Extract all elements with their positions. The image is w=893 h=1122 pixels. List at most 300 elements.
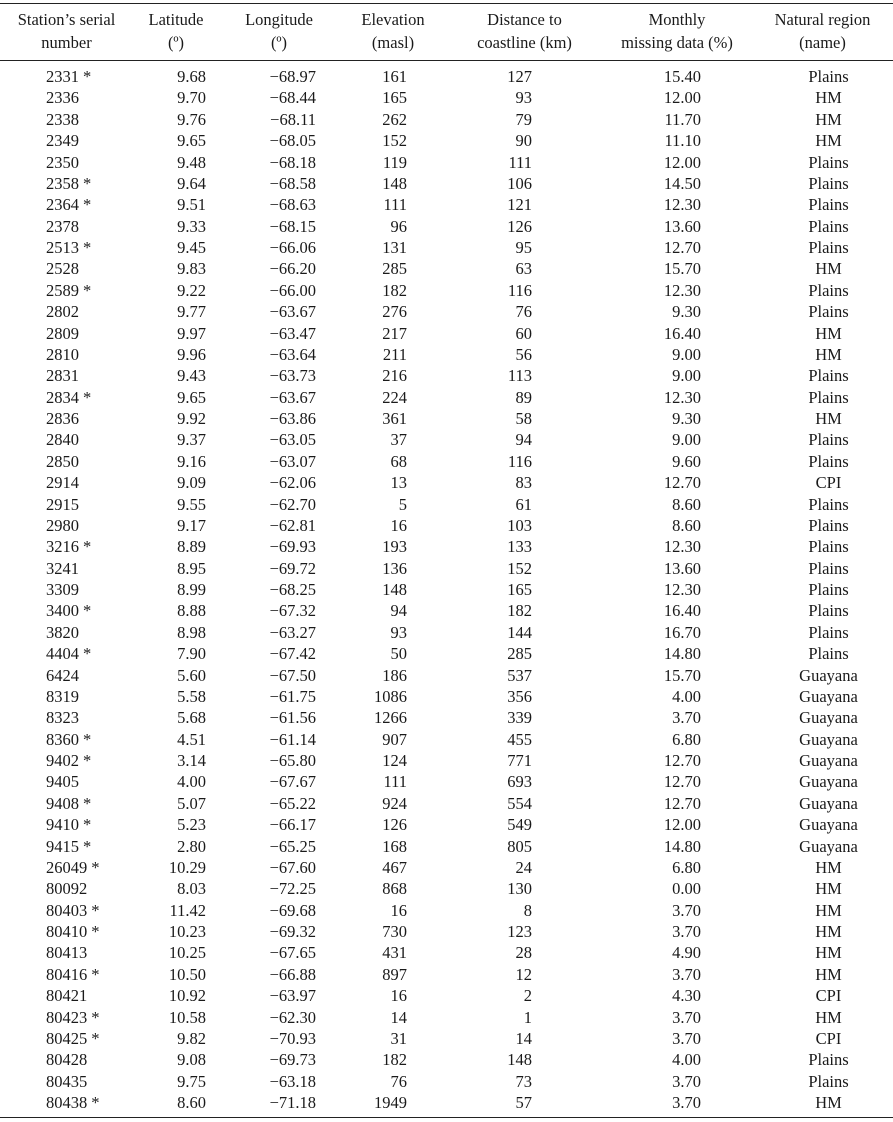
cell-elevation-value: 431: [382, 943, 407, 963]
table-row: [0, 323, 893, 344]
cell-distance-value: 63: [515, 259, 532, 279]
cell-missing: [602, 622, 752, 643]
cell-distance: [447, 964, 602, 985]
table-row: [0, 87, 893, 108]
cell-station-value: 6424: [46, 665, 79, 685]
cell-station-marker: *: [83, 836, 92, 856]
cell-elevation-value: 868: [382, 879, 407, 899]
cell-missing-value: 3.70: [672, 708, 701, 728]
cell-longitude: [219, 643, 339, 664]
cell-region-value: HM: [815, 131, 842, 151]
cell-latitude: [133, 1028, 219, 1049]
cell-station-value: 2840: [46, 430, 79, 450]
cell-distance: [447, 579, 602, 600]
table-row: [0, 1007, 893, 1028]
cell-distance: [447, 878, 602, 899]
table-row: [0, 942, 893, 963]
cell-missing-value: 11.70: [664, 109, 701, 129]
cell-longitude-value: −71.18: [269, 1093, 316, 1112]
table-top-rule: [0, 3, 893, 4]
cell-distance-value: 113: [507, 366, 532, 386]
cell-region: [752, 472, 893, 493]
cell-region-value: HM: [815, 943, 842, 963]
cell-missing: [602, 964, 752, 985]
cell-elevation-value: 182: [382, 1050, 407, 1070]
cell-longitude-value: −62.81: [269, 515, 316, 535]
cell-latitude-value: 10.25: [168, 943, 206, 963]
cell-elevation: [339, 964, 447, 985]
cell-missing-value: 3.70: [672, 1007, 701, 1027]
cell-station-value: 9408: [46, 793, 79, 813]
cell-distance: [447, 301, 602, 322]
cell-distance-value: 144: [507, 622, 532, 642]
cell-distance: [447, 109, 602, 130]
cell-elevation-value: 16: [390, 900, 407, 920]
cell-missing: [602, 1071, 752, 1092]
cell-station-value: 80425: [46, 1028, 88, 1048]
cell-distance: [447, 472, 602, 493]
cell-missing-value: 12.00: [663, 88, 701, 108]
cell-elevation-value: 730: [382, 922, 407, 941]
cell-longitude: [219, 237, 339, 258]
cell-station: [0, 622, 133, 643]
cell-distance-value: 1: [523, 1007, 532, 1027]
cell-elevation-value: 31: [390, 1028, 407, 1048]
cell-region-value: Guayana: [799, 665, 858, 685]
cell-missing-value: 16.40: [663, 323, 701, 343]
table-body: [0, 62, 893, 1113]
cell-station-value: 2338: [46, 109, 79, 129]
cell-missing-value: 4.00: [672, 1050, 701, 1070]
cell-missing-value: 15.70: [663, 259, 701, 279]
cell-distance-value: 130: [507, 879, 532, 899]
header-distance: [447, 6, 602, 62]
cell-missing-value: 11.10: [664, 131, 701, 151]
cell-station: [0, 408, 133, 429]
cell-longitude-value: −68.25: [269, 580, 316, 599]
cell-longitude-value: −69.93: [269, 537, 316, 557]
cell-missing: [602, 515, 752, 536]
cell-elevation: [339, 344, 447, 365]
cell-station-marker: *: [83, 601, 92, 621]
table-header-row: [0, 6, 893, 62]
table-row: [0, 365, 893, 386]
cell-station-value: 8323: [46, 708, 79, 728]
cell-station-marker: *: [83, 751, 92, 770]
cell-station: [0, 1049, 133, 1070]
cell-latitude-value: 9.33: [177, 216, 206, 236]
cell-elevation-value: 161: [382, 67, 407, 86]
cell-missing-value: 3.70: [672, 964, 701, 984]
cell-longitude: [219, 344, 339, 365]
table-row: [0, 451, 893, 472]
cell-distance-value: 79: [515, 109, 532, 129]
cell-region: [752, 793, 893, 814]
cell-station: [0, 771, 133, 792]
cell-longitude: [219, 323, 339, 344]
table-row: [0, 836, 893, 857]
cell-longitude: [219, 494, 339, 515]
cell-elevation-value: 68: [390, 451, 407, 471]
cell-station-value: 2589: [46, 280, 79, 300]
header-region-line1: Natural region: [774, 10, 871, 29]
cell-region: [752, 451, 893, 472]
cell-region: [752, 494, 893, 515]
cell-longitude: [219, 280, 339, 301]
cell-latitude: [133, 921, 219, 942]
cell-longitude: [219, 900, 339, 921]
cell-station: [0, 1071, 133, 1092]
cell-region: [752, 857, 893, 878]
cell-station-value: 3820: [46, 622, 79, 642]
cell-station: [0, 494, 133, 515]
cell-longitude: [219, 836, 339, 857]
table-row: [0, 1049, 893, 1070]
cell-distance: [447, 152, 602, 173]
cell-longitude-value: −61.14: [269, 729, 316, 749]
cell-region: [752, 985, 893, 1006]
cell-latitude: [133, 600, 219, 621]
cell-longitude: [219, 451, 339, 472]
cell-missing-value: 14.50: [663, 173, 701, 193]
cell-station-value: 2331: [46, 67, 79, 86]
cell-elevation-value: 467: [382, 857, 407, 877]
cell-longitude: [219, 793, 339, 814]
cell-longitude: [219, 515, 339, 536]
cell-station: [0, 793, 133, 814]
cell-latitude: [133, 857, 219, 878]
cell-elevation: [339, 408, 447, 429]
cell-latitude: [133, 1092, 219, 1113]
cell-distance-value: 61: [515, 494, 532, 514]
cell-elevation-value: 93: [390, 622, 407, 642]
table-row: [0, 1028, 893, 1049]
cell-distance-value: 93: [515, 88, 532, 108]
cell-latitude-value: 10.23: [168, 922, 206, 941]
cell-longitude-value: −63.18: [269, 1071, 316, 1091]
cell-elevation: [339, 900, 447, 921]
header-latitude-line2: (º): [167, 33, 185, 52]
cell-station: [0, 985, 133, 1006]
cell-missing-value: 15.40: [663, 67, 701, 86]
cell-region: [752, 964, 893, 985]
cell-latitude: [133, 836, 219, 857]
cell-region: [752, 130, 893, 151]
cell-region-value: Guayana: [799, 793, 858, 813]
table-row: [0, 152, 893, 173]
cell-station-marker: *: [83, 173, 92, 193]
cell-elevation: [339, 985, 447, 1006]
cell-latitude-value: 8.99: [177, 580, 206, 599]
cell-distance: [447, 771, 602, 792]
cell-missing: [602, 237, 752, 258]
cell-station: [0, 707, 133, 728]
cell-latitude-value: 4.00: [177, 772, 206, 792]
cell-longitude: [219, 857, 339, 878]
cell-missing-value: 4.30: [672, 986, 701, 1006]
cell-elevation: [339, 237, 447, 258]
cell-station: [0, 429, 133, 450]
cell-elevation-value: 131: [382, 238, 407, 257]
header-distance-line1: Distance to: [487, 10, 562, 29]
table-row: [0, 793, 893, 814]
cell-elevation-value: 148: [382, 173, 407, 193]
table-bottom-rule: [0, 1117, 893, 1118]
cell-region: [752, 408, 893, 429]
table-row: [0, 280, 893, 301]
table-row: [0, 536, 893, 557]
cell-latitude-value: 9.48: [177, 152, 206, 172]
cell-region: [752, 878, 893, 899]
cell-missing: [602, 387, 752, 408]
cell-distance: [447, 365, 602, 386]
cell-elevation-value: 224: [382, 387, 407, 407]
cell-station: [0, 900, 133, 921]
cell-elevation-value: 94: [390, 601, 407, 621]
cell-station-marker: *: [91, 857, 100, 877]
cell-station-value: 3400: [46, 601, 79, 621]
cell-station-value: 2528: [46, 259, 79, 279]
cell-distance: [447, 985, 602, 1006]
cell-region-value: Plains: [808, 1071, 849, 1091]
cell-elevation-value: 111: [383, 772, 407, 792]
cell-region: [752, 1028, 893, 1049]
cell-distance: [447, 173, 602, 194]
cell-station-value: 2809: [46, 323, 79, 343]
cell-longitude-value: −70.93: [269, 1028, 316, 1048]
cell-longitude: [219, 964, 339, 985]
cell-longitude: [219, 66, 339, 87]
cell-longitude: [219, 665, 339, 686]
table-row: [0, 579, 893, 600]
cell-missing-value: 3.70: [672, 1071, 701, 1091]
cell-missing-value: 12.00: [663, 815, 701, 835]
cell-station-value: 2980: [46, 515, 79, 535]
cell-station-value: 80438: [46, 1093, 88, 1112]
cell-elevation: [339, 1007, 447, 1028]
cell-longitude: [219, 600, 339, 621]
cell-region-value: HM: [815, 344, 842, 364]
cell-station: [0, 686, 133, 707]
cell-elevation-value: 152: [382, 131, 407, 151]
cell-elevation-value: 168: [382, 836, 407, 856]
cell-station: [0, 258, 133, 279]
cell-station-marker: *: [83, 280, 92, 300]
cell-latitude: [133, 451, 219, 472]
cell-latitude: [133, 793, 219, 814]
cell-elevation: [339, 152, 447, 173]
cell-region-value: HM: [815, 922, 842, 941]
cell-missing: [602, 408, 752, 429]
cell-latitude: [133, 280, 219, 301]
cell-distance-value: 14: [515, 1028, 532, 1048]
cell-longitude: [219, 750, 339, 771]
cell-longitude-value: −63.86: [269, 409, 316, 428]
cell-missing-value: 9.30: [672, 302, 701, 322]
cell-station-value: 9410: [46, 815, 79, 835]
cell-longitude-value: −72.25: [269, 879, 316, 899]
cell-distance: [447, 429, 602, 450]
cell-longitude-value: −63.67: [269, 302, 316, 322]
cell-latitude-value: 9.92: [177, 409, 206, 428]
cell-region-value: CPI: [815, 986, 842, 1006]
cell-distance-value: 339: [507, 708, 532, 728]
cell-latitude: [133, 344, 219, 365]
cell-missing-value: 0.00: [672, 879, 701, 899]
cell-region-value: Plains: [808, 216, 849, 236]
cell-station-marker: *: [83, 67, 92, 86]
cell-region-value: HM: [815, 409, 842, 428]
table-row: [0, 622, 893, 643]
cell-latitude: [133, 900, 219, 921]
cell-missing: [602, 301, 752, 322]
cell-latitude: [133, 536, 219, 557]
cell-latitude-value: 9.70: [177, 88, 206, 108]
cell-longitude-value: −62.30: [269, 1007, 316, 1027]
cell-longitude: [219, 707, 339, 728]
cell-region: [752, 622, 893, 643]
cell-distance: [447, 344, 602, 365]
cell-missing-value: 12.30: [663, 387, 701, 407]
cell-longitude-value: −63.47: [269, 323, 316, 343]
cell-region-value: HM: [815, 900, 842, 920]
cell-elevation: [339, 558, 447, 579]
cell-longitude: [219, 921, 339, 942]
cell-longitude: [219, 985, 339, 1006]
cell-missing: [602, 66, 752, 87]
header-region: [752, 6, 893, 62]
cell-longitude: [219, 173, 339, 194]
table-row: [0, 1071, 893, 1092]
cell-station-value: 2831: [46, 366, 79, 386]
cell-latitude: [133, 323, 219, 344]
table-row: [0, 771, 893, 792]
cell-latitude: [133, 130, 219, 151]
cell-station-marker: *: [83, 238, 92, 257]
cell-longitude: [219, 579, 339, 600]
cell-latitude-value: 9.45: [177, 238, 206, 257]
cell-station-value: 2850: [46, 451, 79, 471]
cell-latitude-value: 9.77: [177, 302, 206, 322]
cell-latitude: [133, 814, 219, 835]
cell-elevation: [339, 258, 447, 279]
cell-latitude-value: 9.51: [177, 195, 206, 215]
cell-distance-value: 12: [515, 964, 532, 984]
cell-distance-value: 73: [515, 1071, 532, 1091]
cell-region-value: Plains: [808, 515, 849, 535]
cell-region-value: Plains: [808, 67, 849, 86]
cell-station-value: 2915: [46, 494, 79, 514]
cell-station-value: 2350: [46, 152, 79, 172]
cell-latitude-value: 9.17: [177, 515, 206, 535]
cell-station-marker: *: [83, 793, 92, 813]
cell-distance: [447, 729, 602, 750]
cell-station: [0, 536, 133, 557]
cell-elevation-value: 186: [382, 665, 407, 685]
cell-missing-value: 12.70: [663, 751, 701, 770]
cell-elevation: [339, 643, 447, 664]
cell-station: [0, 323, 133, 344]
cell-station: [0, 665, 133, 686]
cell-missing-value: 4.90: [672, 943, 701, 963]
table-row: [0, 600, 893, 621]
cell-region: [752, 1092, 893, 1113]
cell-latitude: [133, 558, 219, 579]
cell-elevation: [339, 1071, 447, 1092]
cell-elevation-value: 907: [382, 729, 407, 749]
cell-latitude-value: 11.42: [169, 900, 206, 920]
cell-latitude-value: 9.65: [177, 387, 206, 407]
cell-latitude-value: 9.08: [177, 1050, 206, 1070]
cell-latitude: [133, 87, 219, 108]
cell-latitude-value: 3.14: [177, 751, 206, 770]
cell-missing-value: 12.30: [663, 195, 701, 215]
cell-missing-value: 6.80: [672, 857, 701, 877]
cell-elevation-value: 285: [382, 259, 407, 279]
cell-station-value: 4404: [46, 644, 79, 664]
cell-station-value: 2513: [46, 238, 79, 257]
cell-region: [752, 323, 893, 344]
table-row: [0, 109, 893, 130]
cell-distance: [447, 1049, 602, 1070]
cell-latitude: [133, 472, 219, 493]
cell-region: [752, 280, 893, 301]
cell-missing: [602, 942, 752, 963]
cell-station: [0, 301, 133, 322]
cell-station: [0, 600, 133, 621]
cell-latitude-value: 5.60: [177, 665, 206, 685]
cell-missing: [602, 216, 752, 237]
cell-elevation: [339, 857, 447, 878]
cell-distance: [447, 87, 602, 108]
cell-distance-value: 116: [507, 451, 532, 471]
cell-station: [0, 451, 133, 472]
cell-station-value: 8360: [46, 729, 79, 749]
cell-station: [0, 1028, 133, 1049]
cell-elevation-value: 5: [398, 494, 407, 514]
cell-distance-value: 356: [507, 686, 532, 706]
cell-latitude-value: 7.90: [177, 644, 206, 664]
cell-station: [0, 1007, 133, 1028]
cell-distance-value: 103: [507, 515, 532, 535]
table-row: [0, 878, 893, 899]
cell-distance: [447, 216, 602, 237]
cell-longitude-value: −69.68: [269, 900, 316, 920]
cell-longitude: [219, 878, 339, 899]
cell-latitude-value: 10.92: [168, 986, 206, 1006]
cell-station: [0, 66, 133, 87]
cell-longitude: [219, 194, 339, 215]
cell-distance-value: 771: [507, 751, 532, 770]
cell-latitude-value: 9.97: [177, 323, 206, 343]
cell-distance-value: 2: [523, 986, 532, 1006]
header-elevation-line2: (masl): [371, 33, 415, 52]
cell-latitude-value: 8.60: [177, 1093, 206, 1112]
table-row: [0, 686, 893, 707]
cell-station-value: 26049: [46, 857, 88, 877]
cell-distance: [447, 515, 602, 536]
cell-region: [752, 665, 893, 686]
cell-station-marker: *: [91, 1028, 100, 1048]
cell-station-marker: *: [83, 729, 92, 749]
cell-elevation-value: 37: [390, 430, 407, 450]
cell-region: [752, 216, 893, 237]
cell-latitude: [133, 387, 219, 408]
cell-elevation-value: 1949: [374, 1093, 407, 1112]
cell-region: [752, 707, 893, 728]
cell-station: [0, 237, 133, 258]
cell-latitude: [133, 729, 219, 750]
